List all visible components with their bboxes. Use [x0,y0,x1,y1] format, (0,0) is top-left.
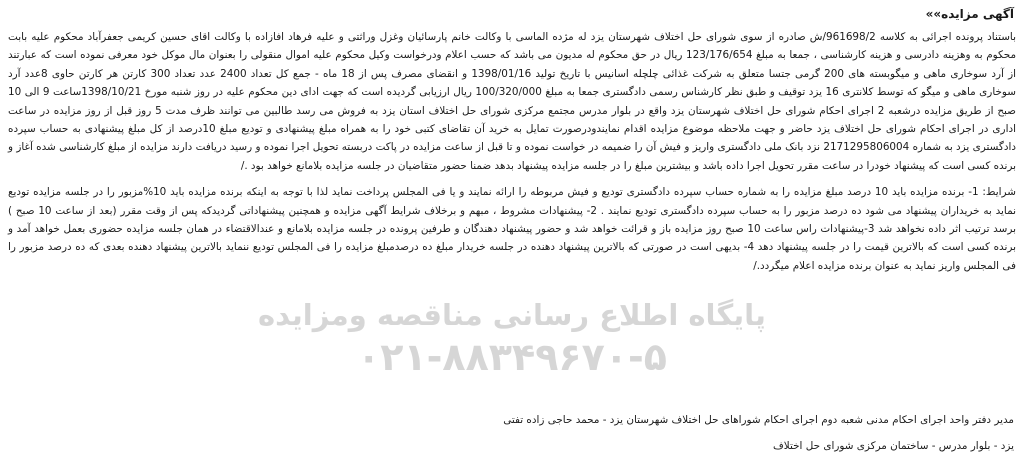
notice-address: یزد - بلوار مدرس - ساختمان مرکزی شورای حل اختلاف [773,440,1014,452]
auction-notice [8,6,1016,462]
notice-conditions: شرایط: 1- برنده مزایده باید 10 درصد مبلغ مزایده را به شماره حساب سپرده دادگستری تودیع و فیش مربوطه را ارائه نمایند و یا فی المجلس پرداخت نماید لذا با توجه به اینکه برنده مزایده باید 10%مزبور را در جلسه مزایده تودیع نماید به خریداران پیشنهاد می شود ده درصد مزبور را به حساب سپرده دادگستری تودیع نمایند . 2- پیشنهادات مشروط ، مبهم و برخلاف شرایط آگهی مزایده و همچنین پیشنهاداتی گردیدکه پس از وقت مقرر (بعد از ساعت 10 صبح ) برسد ترتیب اثر داده نخواهد شد 3-پیشنهادات راس ساعت 10 صبح روز مزایده باز و قرائت خواهد شد و حضور پیشنهاد دهندگان و طرفین پرونده در جلسه مزایده بلامانع و عندالاقتضاء در همان جلسه مزایده حضوری بعمل خواهد آمد و برنده کسی است که بالاترین قیمت را در جلسه پیشنهاد دهد 4- بدیهی است در صورتی که بالاترین پیشنهاد دهنده در جلسه خریدار مبلغ ده درصدمبلغ مزایده را فی المجلس تودیع ننماید بالاترین پیشنهاد دهنده بعدی که ده درصد مزبور را فی المجلس واریز نماید به عنوان برنده مزایده اعلام میگردد./ [8,186,1016,272]
notice-signature: مدیر دفتر واحد اجرای احکام مدنی شعبه دوم اجرای احکام شوراهای حل اختلاف شهرستان یزد - محمد حاجی زاده تفتی [503,414,1014,426]
watermark-phone: ۰۲۱-۸۸۳۴۹۶۷۰-۵ [357,335,667,379]
watermark-name: پایگاه اطلاع رسانی مناقصه ومزایده [258,298,766,332]
notice-title: آگهی مزایده»» [925,7,1014,21]
notice-body: باستناد پرونده اجرائی به کلاسه 961698/2/ش صادره از سوی شورای حل اختلاف شهرستان یزد له مژده الماسی با وکالت خانم پارسائیان وغزل وراثتی و علیه فرهاد افازاده با وکالت اقای حسین کریمی جعفرآباد محکوم علیه بابت محکوم به وهزینه دادرسی و هزینه کارشناسی ، جمعا به مبلغ 123/176/654 ریال در حق محکوم له مدیون می باشد که حسب اعلام ودرخواست وکیل محکوم علیه اموال منقولی را بعنوان مال موکل خود معرفی نموده است که عبارتند از آرد سوخاری ماهی و میگوبسته های 200 گرمی جتسا متعلق به شرکت غذائی چلچله اسانیس با تاریخ تولید 1398/01/16 و انقضای مصرف پس از 18 ماه - جمع کل تعداد 2400 عدد تعداد 300 کارتن هر کارتن حاوی 8عدد آرد سوخاری ماهی و میگو که توسط کلانتری 16 یزد توقیف و طبق نظر کارشناس رسمی دادگستری جمعا به مبلغ 100/320/000 ریال ارزیابی گردیده است که جهت ادای دین محکوم علیه در روز شنبه مورخ 1398/10/21ساعت 9 الی 10 صبح از طریق مزایده درشعبه 2 اجرای احکام شورای حل اختلاف شهرستان یزد واقع در بلوار مدرس مجتمع مرکزی شورای حل اختلاف استان یزد به فروش می رسد طالبین می توانند ظرف مدت 5 روز قبل از روز مزایده در ساعت اداری در اجرای احکام شورای حل اختلاف یزد حاضر و جهت ملاحظه موضوع مزایده اقدام نمایندودرصورت تمایل به خرید آن تقاضای کتبی خود را به همراه مبلغ پیشنهادی و تودیع مبلغ 10درصد از کل مبلغ پیشنهادی به حساب سپرده دادگستری یزد به شماره 2171295806004 نزد بانک ملی دادگستری واریز و فیش آن را ضمیمه در خواست نموده و تا قبل از ساعت مزایده در پاکت دربسته تحویل اجرا نموده و رسید دریافت دارند مزایده از مبلغ کارشناسی شده آغاز و برنده کسی است که پیشنهاد خودرا در ساعت مقرر تحویل اجرا داده باشد و بیشترین مبلغ را در جلسه مزایده پیشنهاد بدهد ضمنا حضور متقاضیان در جلسه مزایده بلامانع خواهد بود ./ [8,31,1017,172]
